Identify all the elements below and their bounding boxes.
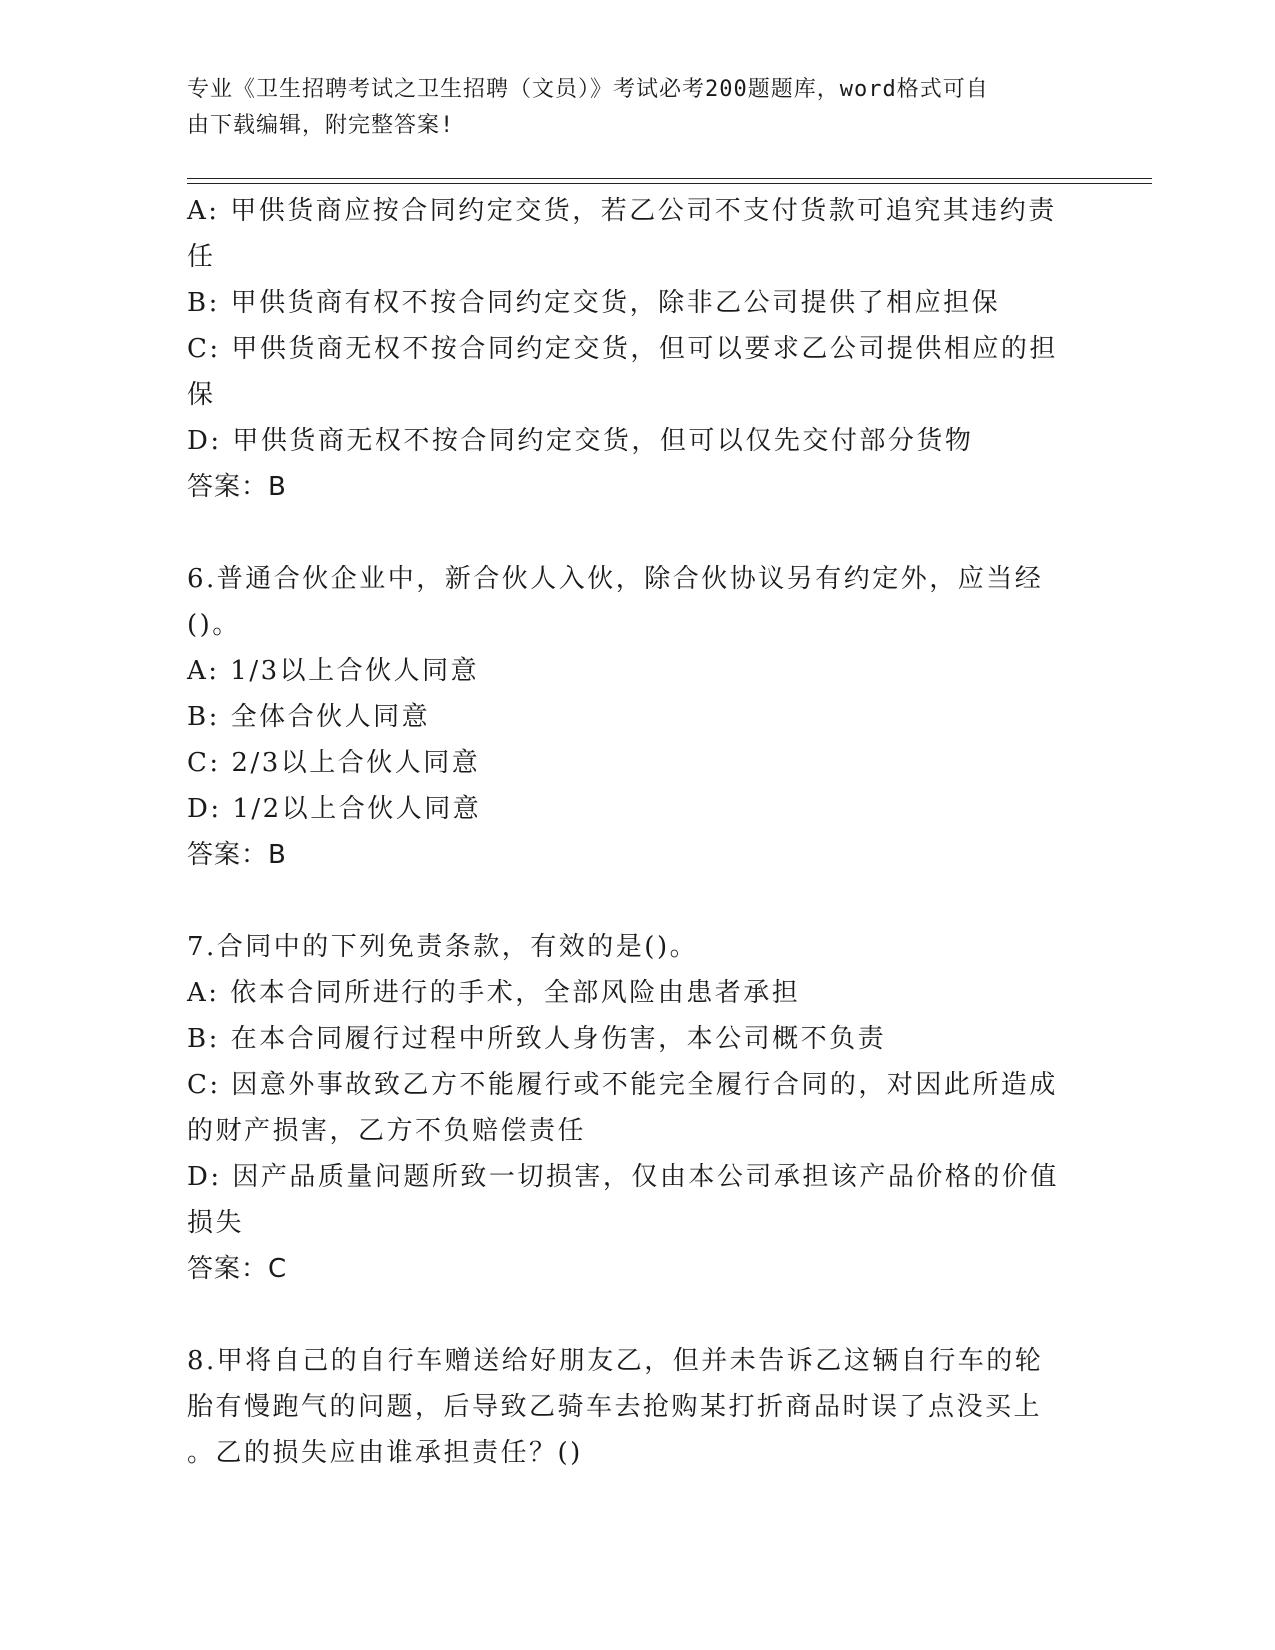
option-d: D: 1/2以上合伙人同意 <box>187 794 482 824</box>
option-d-line-2: 损失 <box>187 1208 245 1238</box>
question-stem-line-2: 胎有慢跑气的问题，后导致乙骑车去抢购某打折商品时误了点没买上 <box>187 1392 1043 1422</box>
question-6 <box>187 556 1087 878</box>
option-c-line-2: 保 <box>187 380 216 410</box>
option-d: D: 甲供货商无权不按合同约定交货，但可以仅先交付部分货物 <box>187 426 974 456</box>
question-5 <box>187 188 1087 510</box>
spacer <box>187 510 1087 556</box>
option-a-line-1: A: 甲供货商应按合同约定交货，若乙公司不支付货款可追究其违约责 <box>187 196 1057 226</box>
answer: 答案：B <box>187 840 287 870</box>
option-b: B: 全体合伙人同意 <box>187 702 431 732</box>
header-rule-top <box>187 178 1152 179</box>
document-header <box>187 72 1067 144</box>
option-a: A: 依本合同所进行的手术，全部风险由患者承担 <box>187 978 801 1008</box>
option-c-line-1: C: 因意外事故致乙方不能履行或不能完全履行合同的，对因此所造成 <box>187 1070 1058 1100</box>
option-c-line-2: 的财产损害，乙方不负赔偿责任 <box>187 1116 587 1146</box>
header-line-2: 由下载编辑，附完整答案! <box>187 113 455 138</box>
question-stem-line-3: 。乙的损失应由谁承担责任？() <box>187 1438 583 1468</box>
header-rule-bottom <box>187 183 1152 184</box>
header-line-1: 专业《卫生招聘考试之卫生招聘（文员）》考试必考200题题库，word格式可自 <box>187 77 989 102</box>
answer: 答案：B <box>187 472 287 502</box>
question-7 <box>187 924 1087 1292</box>
option-b: B: 在本合同履行过程中所致人身伤害，本公司概不负责 <box>187 1024 887 1054</box>
question-stem-line-2: ()。 <box>187 610 241 640</box>
answer: 答案：C <box>187 1254 288 1284</box>
option-d-line-1: D: 因产品质量问题所致一切损害，仅由本公司承担该产品价格的价值 <box>187 1162 1059 1192</box>
question-stem: 7.合同中的下列免责条款，有效的是()。 <box>187 932 699 962</box>
question-list <box>187 188 1087 1476</box>
option-c-line-1: C: 甲供货商无权不按合同约定交货，但可以要求乙公司提供相应的担 <box>187 334 1058 364</box>
option-a-line-2: 任 <box>187 242 216 272</box>
question-stem-line-1: 6.普通合伙企业中，新合伙人入伙，除合伙协议另有约定外，应当经 <box>187 564 1044 594</box>
spacer <box>187 878 1087 924</box>
option-c: C: 2/3以上合伙人同意 <box>187 748 481 778</box>
question-stem-line-1: 8.甲将自己的自行车赠送给好朋友乙，但并未告诉乙这辆自行车的轮 <box>187 1346 1044 1376</box>
option-b: B: 甲供货商有权不按合同约定交货，除非乙公司提供了相应担保 <box>187 288 1001 318</box>
option-a: A: 1/3以上合伙人同意 <box>187 656 480 686</box>
spacer <box>187 1292 1087 1338</box>
question-8 <box>187 1338 1087 1476</box>
